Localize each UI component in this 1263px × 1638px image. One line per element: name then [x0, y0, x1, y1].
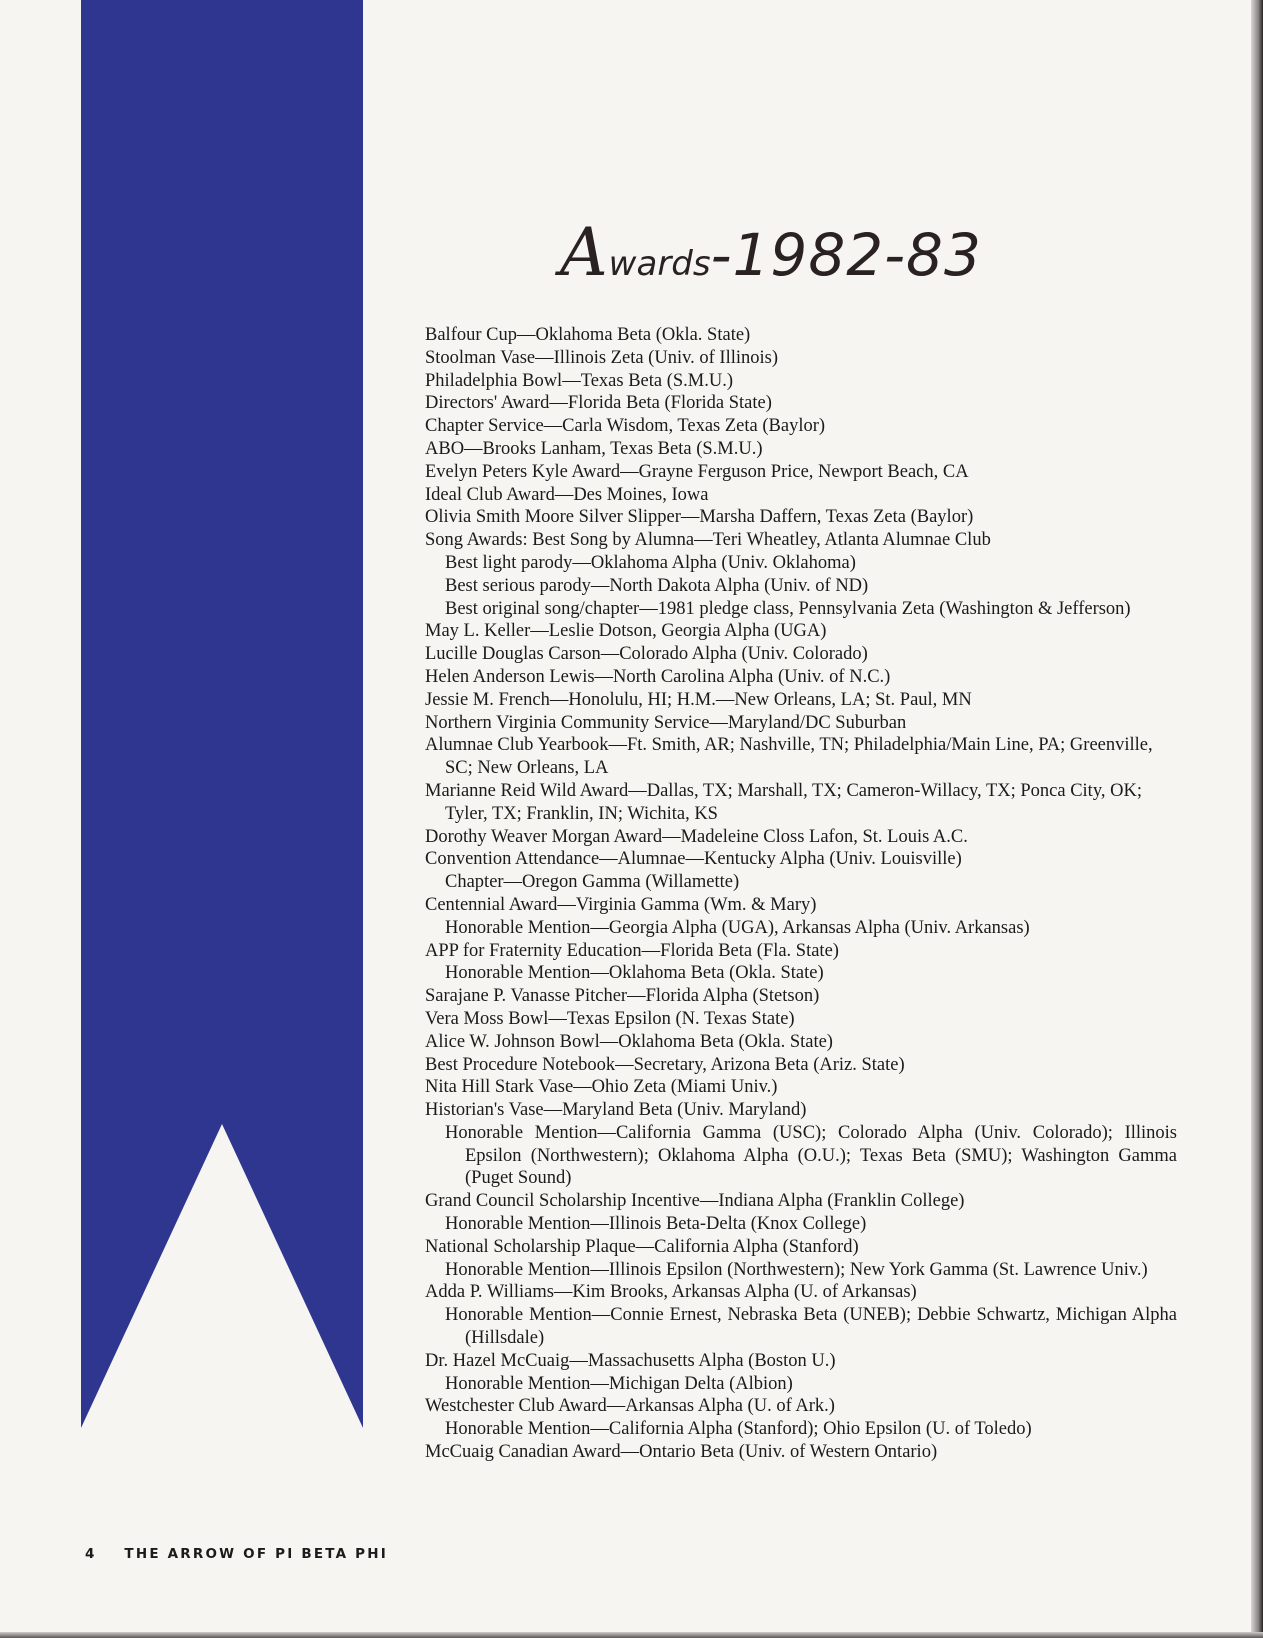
awards-list: [425, 324, 1177, 1464]
award-entry: Balfour Cup—Oklahoma Beta (Okla. State): [425, 325, 751, 345]
page-footer: [85, 1546, 388, 1562]
award-sub-entry: Chapter—Oregon Gamma (Willamette): [445, 872, 740, 893]
award-sub-entry: Best original song/chapter—1981 pledge class, Pennsylvania Zeta (Washington & Jefferson): [445, 598, 1131, 619]
page-title: [560, 214, 1120, 291]
award-entry: Sarajane P. Vanasse Pitcher—Florida Alpha (Stetson): [425, 986, 820, 1007]
award-entry: Convention Attendance—Alumnae—Kentucky Alpha (Univ. Louisville): [425, 849, 962, 870]
award-entry: Song Awards: Best Song by Alumna—Teri Wheatley, Atlanta Alumnae Club: [425, 530, 991, 551]
award-sub-entry: Honorable Mention—Georgia Alpha (UGA), Arkansas Alpha (Univ. Arkansas): [445, 917, 1030, 938]
award-entry: Centennial Award—Virginia Gamma (Wm. & Mary): [425, 894, 817, 915]
publication-name: THE ARROW OF PI BETA PHI: [124, 1546, 388, 1562]
title-word: wards: [608, 244, 711, 284]
award-entry: National Scholarship Plaque—California Alpha (Stanford): [425, 1236, 859, 1257]
award-entry: Olivia Smith Moore Silver Slipper—Marsha Daffern, Texas Zeta (Baylor): [425, 507, 974, 528]
award-entry: Directors' Award—Florida Beta (Florida State): [425, 393, 772, 414]
award-entry: Helen Anderson Lewis—North Carolina Alpha (Univ. of N.C.): [425, 666, 891, 687]
award-entry: Jessie M. French—Honolulu, HI; H.M.—New Orleans, LA; St. Paul, MN: [425, 689, 972, 710]
award-entry: Adda P. Williams—Kim Brooks, Arkansas Alpha (U. of Arkansas): [425, 1282, 917, 1303]
award-entry: Lucille Douglas Carson—Colorado Alpha (Univ. Colorado): [425, 644, 868, 665]
award-entry: Historian's Vase—Maryland Beta (Univ. Maryland): [425, 1100, 807, 1121]
ribbon-graphic: [81, 0, 363, 1428]
award-entry: Evelyn Peters Kyle Award—Grayne Ferguson Price, Newport Beach, CA: [425, 461, 969, 482]
award-entry: APP for Fraternity Education—Florida Beta (Fla. State): [425, 940, 839, 961]
award-entry: Westchester Club Award—Arkansas Alpha (U. of Ark.): [425, 1396, 835, 1417]
award-entry: Dorothy Weaver Morgan Award—Madeleine Closs Lafon, St. Louis A.C.: [425, 826, 968, 847]
award-sub-entry: Honorable Mention—California Gamma (USC); Colorado Alpha (Univ. Colorado); Illinois Epsilon (Northwestern); Oklahoma Alpha (O.U.); Texas Beta (SMU); Washington Gamma (Puget Sound): [445, 1122, 1177, 1189]
scan-edge-bottom: [0, 1632, 1263, 1638]
award-entry: Vera Moss Bowl—Texas Epsilon (N. Texas State): [425, 1008, 795, 1029]
award-entry: ABO—Brooks Lanham, Texas Beta (S.M.U.): [425, 438, 763, 459]
page-number: 4: [85, 1546, 95, 1562]
title-lead-letter: A: [560, 214, 609, 291]
title-year: -1982-83: [710, 221, 982, 289]
award-entry: Alice W. Johnson Bowl—Oklahoma Beta (Okla. State): [425, 1031, 833, 1052]
award-entry: Northern Virginia Community Service—Maryland/DC Suburban: [425, 712, 907, 733]
blue-ribbon-banner: [81, 0, 363, 1428]
award-sub-entry: Honorable Mention—Oklahoma Beta (Okla. State): [445, 963, 824, 984]
award-entry: Dr. Hazel McCuaig—Massachusetts Alpha (Boston U.): [425, 1350, 836, 1371]
award-entry: Ideal Club Award—Des Moines, Iowa: [425, 484, 709, 505]
award-entry: Philadelphia Bowl—Texas Beta (S.M.U.): [425, 370, 734, 391]
award-sub-entry: Best serious parody—North Dakota Alpha (Univ. of ND): [445, 575, 869, 596]
award-entry: Marianne Reid Wild Award—Dallas, TX; Marshall, TX; Cameron-Willacy, TX; Ponca City, OK; Tyler, TX; Franklin, IN; Wichita, KS: [425, 780, 1142, 824]
award-entry: McCuaig Canadian Award—Ontario Beta (Univ. of Western Ontario): [425, 1442, 938, 1463]
award-entry: May L. Keller—Leslie Dotson, Georgia Alpha (UGA): [425, 621, 827, 642]
award-entry: Stoolman Vase—Illinois Zeta (Univ. of Illinois): [425, 347, 778, 368]
scan-edge-right: [1251, 0, 1263, 1638]
award-sub-entry: Honorable Mention—Connie Ernest, Nebraska Beta (UNEB); Debbie Schwartz, Michigan Alpha (Hillsdale): [445, 1305, 1177, 1349]
award-entry: Best Procedure Notebook—Secretary, Arizona Beta (Ariz. State): [425, 1054, 905, 1075]
award-entry: Nita Hill Stark Vase—Ohio Zeta (Miami Univ.): [425, 1077, 778, 1098]
award-entry: Grand Council Scholarship Incentive—Indiana Alpha (Franklin College): [425, 1191, 965, 1212]
award-sub-entry: Honorable Mention—Illinois Epsilon (Northwestern); New York Gamma (St. Lawrence Univ.): [445, 1259, 1148, 1280]
award-sub-entry: Best light parody—Oklahoma Alpha (Univ. Oklahoma): [445, 552, 856, 573]
award-sub-entry: Honorable Mention—California Alpha (Stanford); Ohio Epsilon (U. of Toledo): [445, 1419, 1032, 1440]
award-sub-entry: Honorable Mention—Michigan Delta (Albion): [445, 1373, 793, 1394]
award-sub-entry: Honorable Mention—Illinois Beta-Delta (Knox College): [445, 1214, 867, 1235]
award-entry: Alumnae Club Yearbook—Ft. Smith, AR; Nashville, TN; Philadelphia/Main Line, PA; Greenville, SC; New Orleans, LA: [425, 735, 1153, 779]
award-entry: Chapter Service—Carla Wisdom, Texas Zeta (Baylor): [425, 416, 826, 437]
